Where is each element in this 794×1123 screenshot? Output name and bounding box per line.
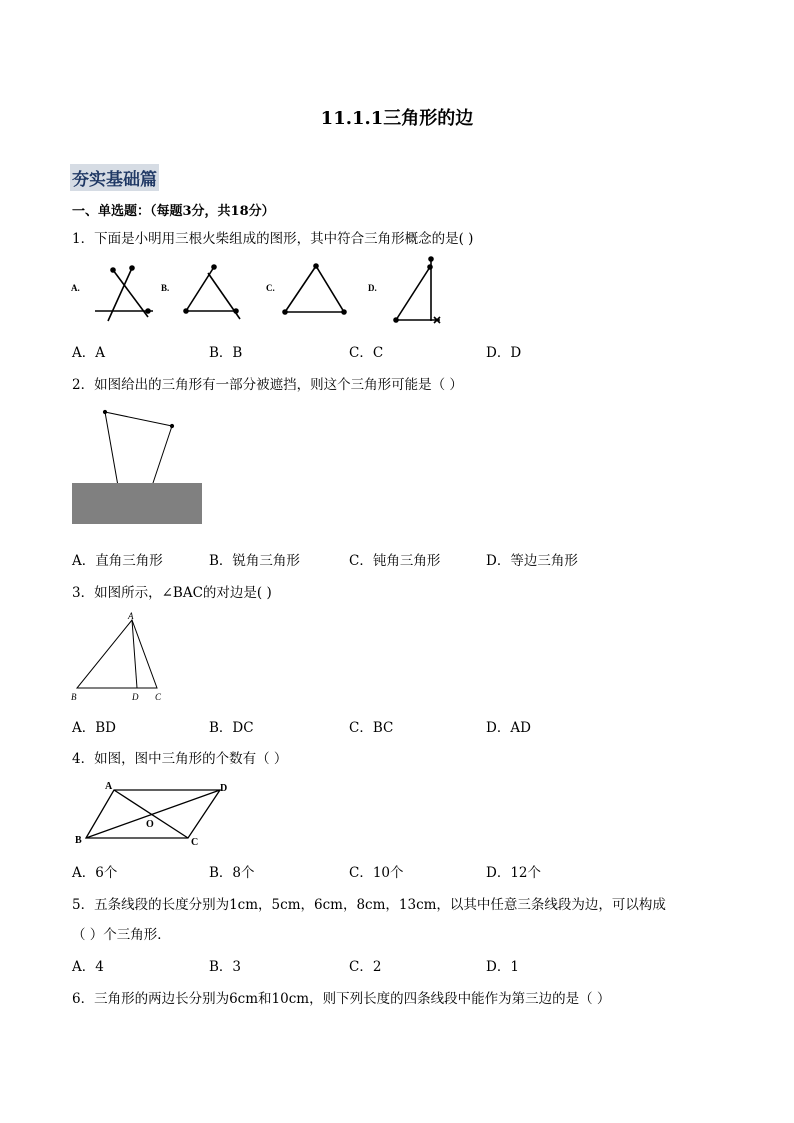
figure-c bbox=[283, 264, 346, 314]
question-1-figures bbox=[68, 255, 448, 330]
q3-option-c: C．BC bbox=[349, 720, 394, 736]
q5-option-b: B．3 bbox=[209, 959, 242, 975]
subsection-heading: 一、单选题：（每题3分，共18分） bbox=[72, 204, 275, 219]
q4-option-b: B．8个 bbox=[209, 865, 255, 881]
question-4-stem: 4．如图，图中三角形的个数有（ ） bbox=[72, 751, 288, 767]
point-o-label: O bbox=[146, 819, 154, 830]
point-a-label: A bbox=[128, 611, 134, 621]
question-5-stem-line2: （ ）个三角形． bbox=[72, 927, 171, 943]
figure-b bbox=[184, 265, 240, 319]
q2-option-c: C．钝角三角形 bbox=[349, 553, 441, 569]
q5-option-c: C．2 bbox=[349, 959, 382, 975]
figure-a bbox=[95, 266, 153, 321]
q4-option-c: C．10个 bbox=[349, 865, 404, 881]
section-tag: 夯实基础篇 bbox=[70, 164, 159, 191]
q2-option-a: A．直角三角形 bbox=[72, 553, 163, 569]
point-b-label: B bbox=[75, 835, 82, 846]
question-4-figure bbox=[72, 778, 232, 850]
q1-option-c: C．C bbox=[349, 345, 384, 361]
question-2-stem: 2．如图给出的三角形有一部分被遮挡，则这个三角形可能是（ ） bbox=[72, 377, 463, 393]
q4-option-a: A．6个 bbox=[72, 865, 118, 881]
point-c-label: C bbox=[191, 837, 199, 848]
figure-label-a: A. bbox=[71, 283, 80, 293]
q2-option-b: B．锐角三角形 bbox=[209, 553, 300, 569]
question-3-stem: 3．如图所示，∠BAC的对边是( ) bbox=[72, 585, 272, 601]
point-a-label: A bbox=[105, 781, 113, 792]
q1-option-d: D．D bbox=[486, 345, 522, 361]
q3-option-d: D．AD bbox=[486, 720, 531, 736]
mask-rectangle bbox=[72, 483, 202, 524]
q4-option-d: D．12个 bbox=[486, 865, 542, 881]
question-5-stem: 5．五条线段的长度分别为1cm，5cm，6cm，8cm，13cm，以其中任意三条线段为边，可以构成 bbox=[72, 897, 666, 913]
q1-option-a: A．A bbox=[72, 345, 105, 361]
point-b-label: B bbox=[71, 692, 77, 702]
q3-option-b: B．DC bbox=[209, 720, 254, 736]
question-1-stem: 1．下面是小明用三根火柴组成的图形，其中符合三角形概念的是( ) bbox=[72, 231, 474, 247]
q5-option-a: A．4 bbox=[72, 959, 104, 975]
point-d-label: D bbox=[220, 783, 228, 794]
figure-label-b: B. bbox=[161, 283, 170, 293]
q2-option-d: D．等边三角形 bbox=[486, 553, 578, 569]
q3-option-a: A．BD bbox=[72, 720, 116, 736]
q5-option-d: D．1 bbox=[486, 959, 519, 975]
question-6-stem: 6．三角形的两边长分别为6cm和10cm，则下列长度的四条线段中能作为第三边的是（ ） bbox=[72, 991, 611, 1007]
figure-label-c: C. bbox=[266, 283, 275, 293]
figure-label-d: D. bbox=[368, 283, 377, 293]
q1-option-b: B．B bbox=[209, 345, 243, 361]
point-d-label: D bbox=[132, 692, 139, 702]
figure-d bbox=[394, 257, 440, 323]
point-c-label: C bbox=[155, 692, 162, 702]
question-3-figure bbox=[68, 608, 168, 703]
page-title: 11.1.1三角形的边 bbox=[320, 108, 474, 129]
question-2-figure bbox=[70, 408, 206, 528]
